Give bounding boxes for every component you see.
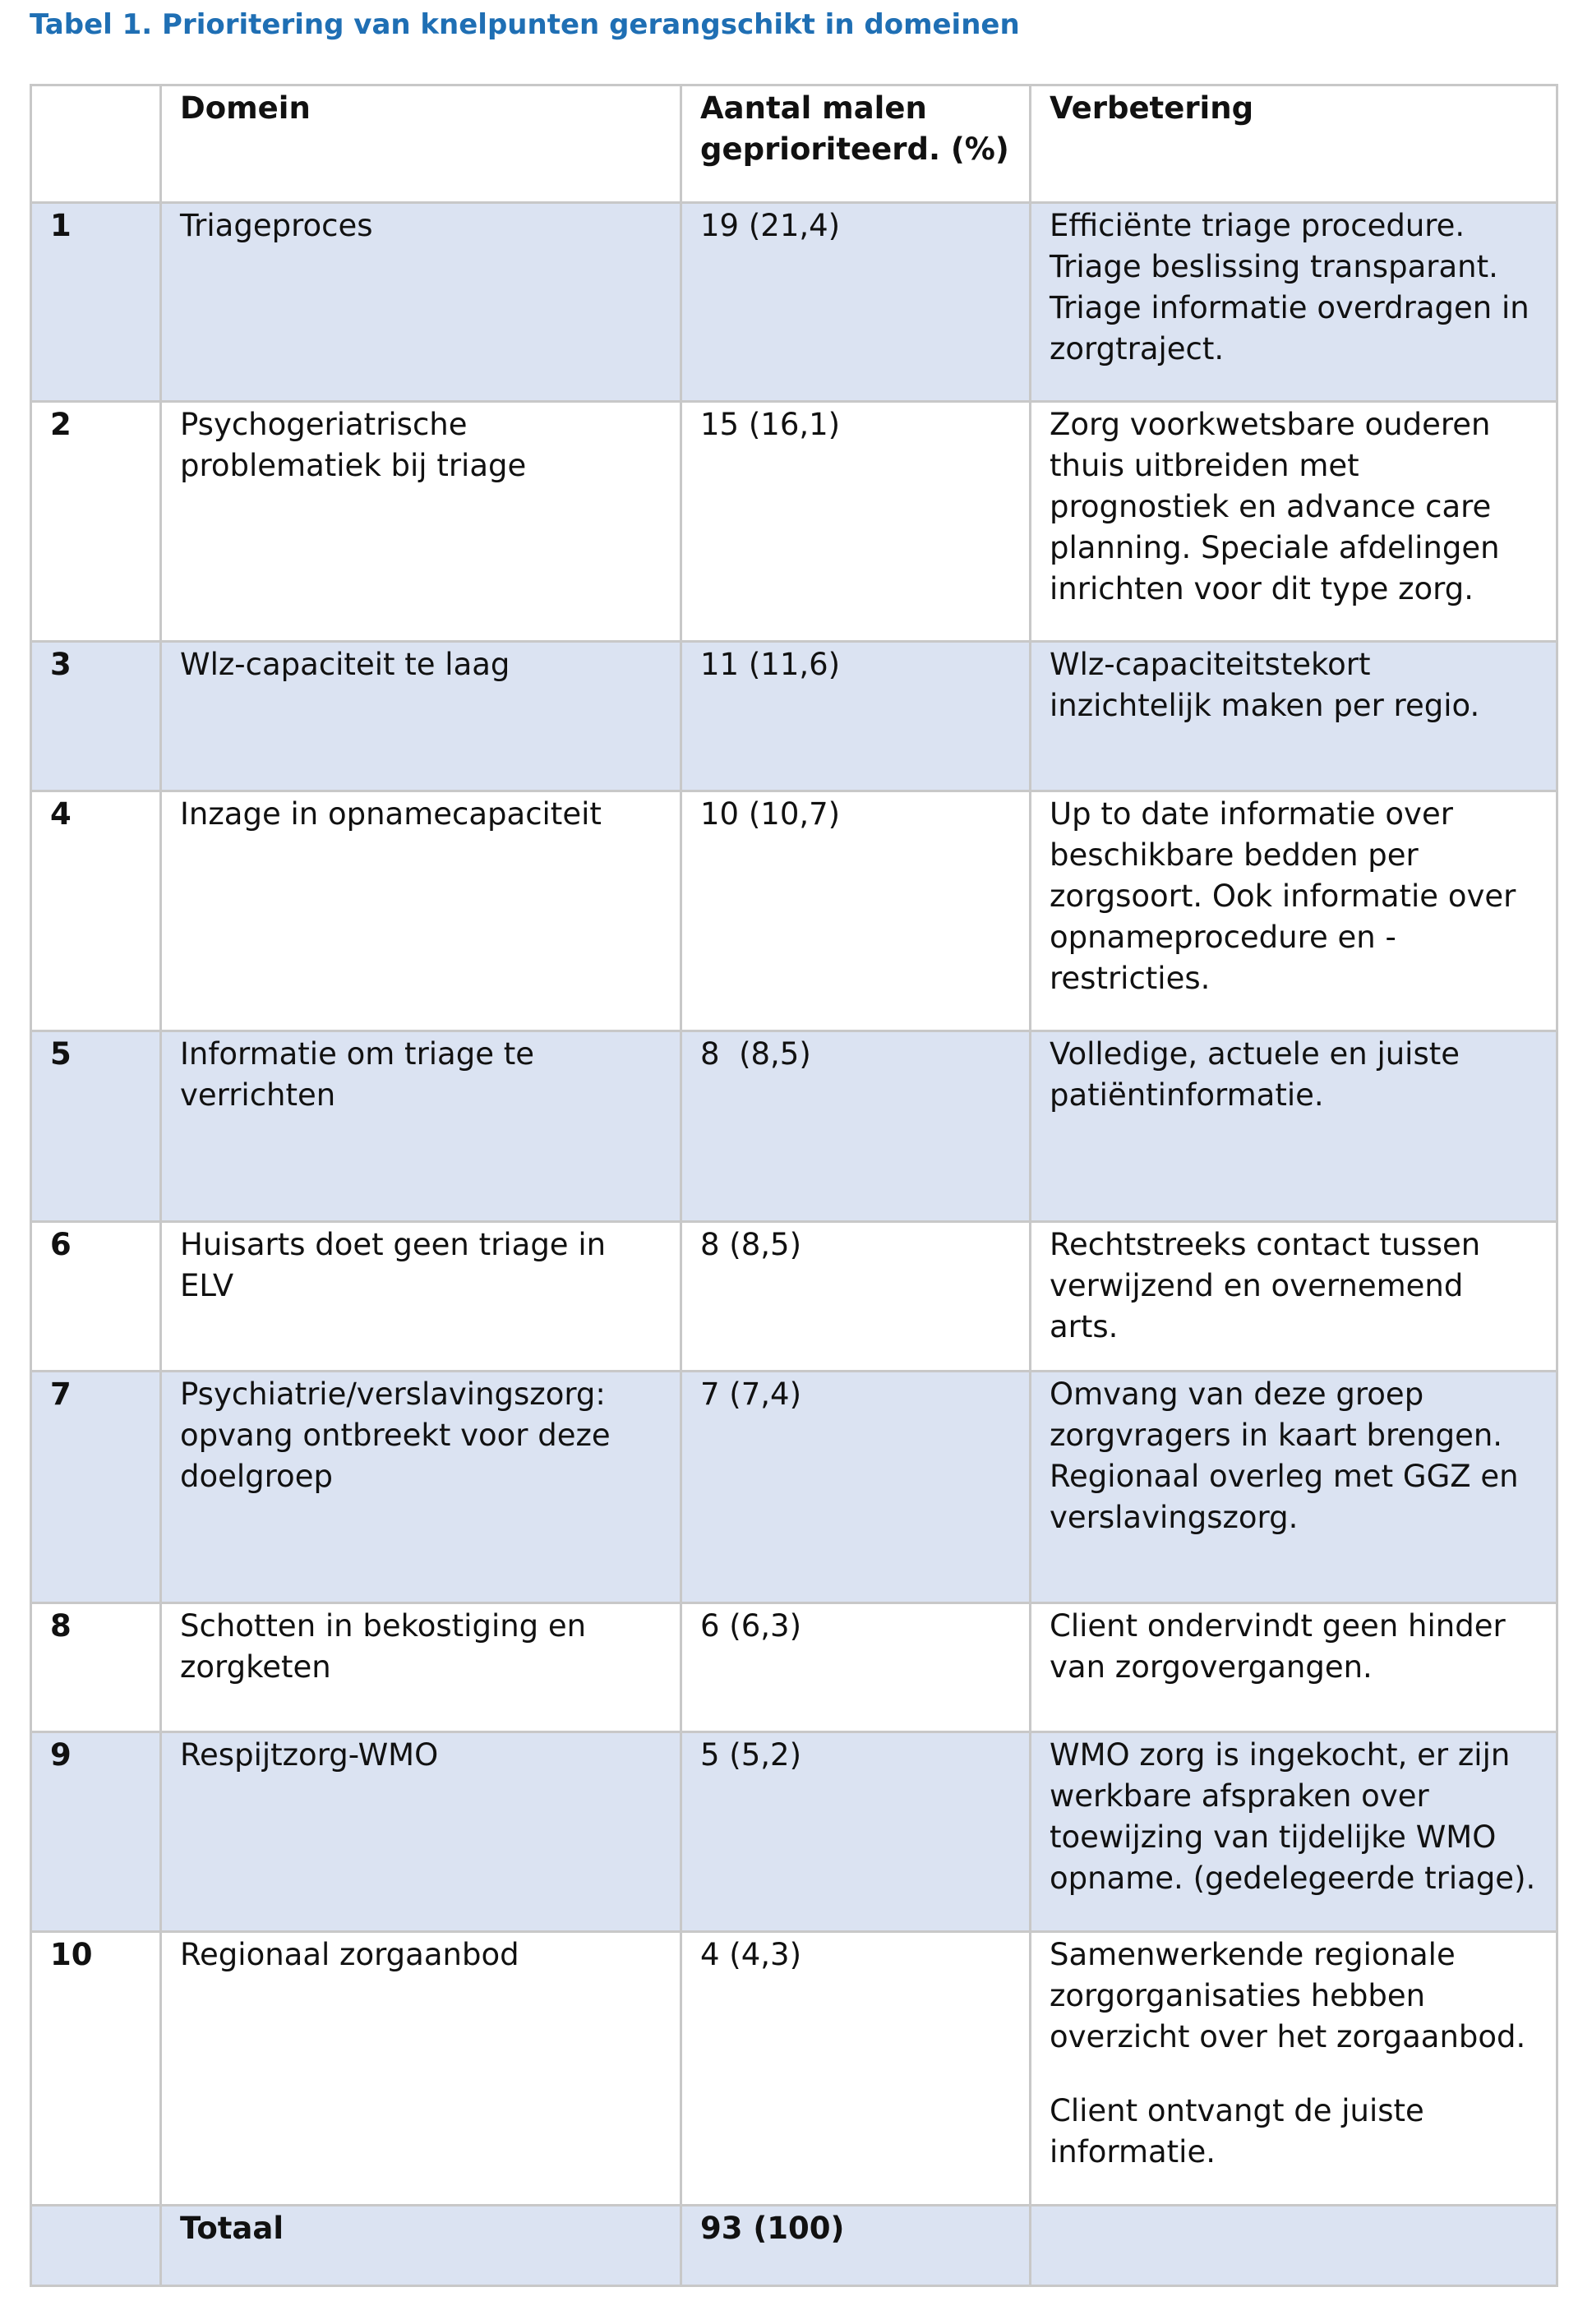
row-number: 6 <box>31 1222 161 1372</box>
row-domain: Informatie om triage te verrichten <box>161 1031 681 1222</box>
table-row <box>31 402 1557 642</box>
row-improvement <box>1031 791 1557 1031</box>
row-number: 8 <box>31 1603 161 1732</box>
improvement-text: Samenwerkende regionale zorgorganisaties hebben overzicht over het zorgaanbod. <box>1050 1937 1526 2054</box>
row-domain: Psychogeriatrische problematiek bij triage <box>161 402 681 642</box>
row-improvement <box>1031 642 1557 791</box>
row-domain: Wlz-capaciteit te laag <box>161 642 681 791</box>
improvement-text: Rechtstreeks contact tussen verwijzend en overnemend arts. <box>1050 1227 1481 1344</box>
improvement-text: Wlz-capaciteitstekort inzichtelijk maken per regio. <box>1050 647 1480 723</box>
header-row <box>31 85 1557 203</box>
row-count: 10 (10,7) <box>681 791 1031 1031</box>
total-count: 93 (100) <box>681 2206 1031 2286</box>
table-row <box>31 1372 1557 1603</box>
row-count: 5 (5,2) <box>681 1732 1031 1932</box>
header-count: Aantal malen geprioriteerd. (%) <box>681 85 1031 203</box>
row-domain: Triageproces <box>161 203 681 402</box>
row-count: 19 (21,4) <box>681 203 1031 402</box>
improvement-text: Client ontvangt de juiste informatie. <box>1050 2093 1424 2170</box>
improvement-text: Client ondervindt geen hinder van zorgovergangen. <box>1050 1608 1506 1685</box>
improvement-text: Efficiënte triage procedure. Triage beslissing transparant. Triage informatie overdragen in zorgtraject. <box>1050 208 1530 367</box>
row-improvement <box>1031 402 1557 642</box>
row-domain: Huisarts doet geen triage in ELV <box>161 1222 681 1372</box>
row-count: 15 (16,1) <box>681 402 1031 642</box>
table-row <box>31 642 1557 791</box>
total-label: Totaal <box>161 2206 681 2286</box>
row-number: 4 <box>31 791 161 1031</box>
total-improvement <box>1031 2206 1557 2286</box>
header-improvement: Verbetering <box>1031 85 1557 203</box>
improvement-text: Volledige, actuele en juiste patiëntinformatie. <box>1050 1036 1460 1113</box>
improvement-text: Omvang van deze groep zorgvragers in kaart brengen. Regionaal overleg met GGZ en verslavingszorg. <box>1050 1376 1519 1535</box>
row-count: 8 (8,5) <box>681 1222 1031 1372</box>
table-row <box>31 203 1557 402</box>
row-domain: Psychiatrie/verslavingszorg: opvang ontbreekt voor deze doelgroep <box>161 1372 681 1603</box>
row-number: 7 <box>31 1372 161 1603</box>
row-domain: Schotten in bekostiging en zorgketen <box>161 1603 681 1732</box>
row-number: 2 <box>31 402 161 642</box>
row-improvement <box>1031 1372 1557 1603</box>
row-improvement <box>1031 203 1557 402</box>
priority-table <box>30 84 1558 2287</box>
row-number: 1 <box>31 203 161 402</box>
row-improvement <box>1031 1732 1557 1932</box>
header-domain: Domein <box>161 85 681 203</box>
row-count: 6 (6,3) <box>681 1603 1031 1732</box>
header-number <box>31 85 161 203</box>
table-row <box>31 1603 1557 1732</box>
row-number: 10 <box>31 1932 161 2206</box>
improvement-text: WMO zorg is ingekocht, er zijn werkbare afspraken over toewijzing van tijdelijke WMO opname. (gedelegeerde triage). <box>1050 1737 1536 1896</box>
row-number: 3 <box>31 642 161 791</box>
row-domain: Regionaal zorgaanbod <box>161 1932 681 2206</box>
total-row <box>31 2206 1557 2286</box>
row-improvement <box>1031 1031 1557 1222</box>
row-improvement <box>1031 1222 1557 1372</box>
table-row <box>31 1932 1557 2206</box>
row-count: 4 (4,3) <box>681 1932 1031 2206</box>
row-improvement <box>1031 1603 1557 1732</box>
row-domain: Inzage in opnamecapaciteit <box>161 791 681 1031</box>
table-caption: Tabel 1. Prioritering van knelpunten gerangschikt in domeinen <box>30 8 1020 41</box>
table-row <box>31 1222 1557 1372</box>
improvement-text: Up to date informatie over beschikbare bedden per zorgsoort. Ook informatie over opnameprocedure en - restricties. <box>1050 796 1516 996</box>
row-count: 7 (7,4) <box>681 1372 1031 1603</box>
table-row <box>31 791 1557 1031</box>
row-count: 8 (8,5) <box>681 1031 1031 1222</box>
row-number: 5 <box>31 1031 161 1222</box>
row-domain: Respijtzorg-WMO <box>161 1732 681 1932</box>
total-number <box>31 2206 161 2286</box>
table-row <box>31 1031 1557 1222</box>
table-row <box>31 1732 1557 1932</box>
row-count: 11 (11,6) <box>681 642 1031 791</box>
row-number: 9 <box>31 1732 161 1932</box>
row-improvement <box>1031 1932 1557 2206</box>
improvement-text: Zorg voorkwetsbare ouderen thuis uitbreiden met prognostiek en advance care planning. Speciale afdelingen inrichten voor dit type zorg. <box>1050 407 1500 606</box>
